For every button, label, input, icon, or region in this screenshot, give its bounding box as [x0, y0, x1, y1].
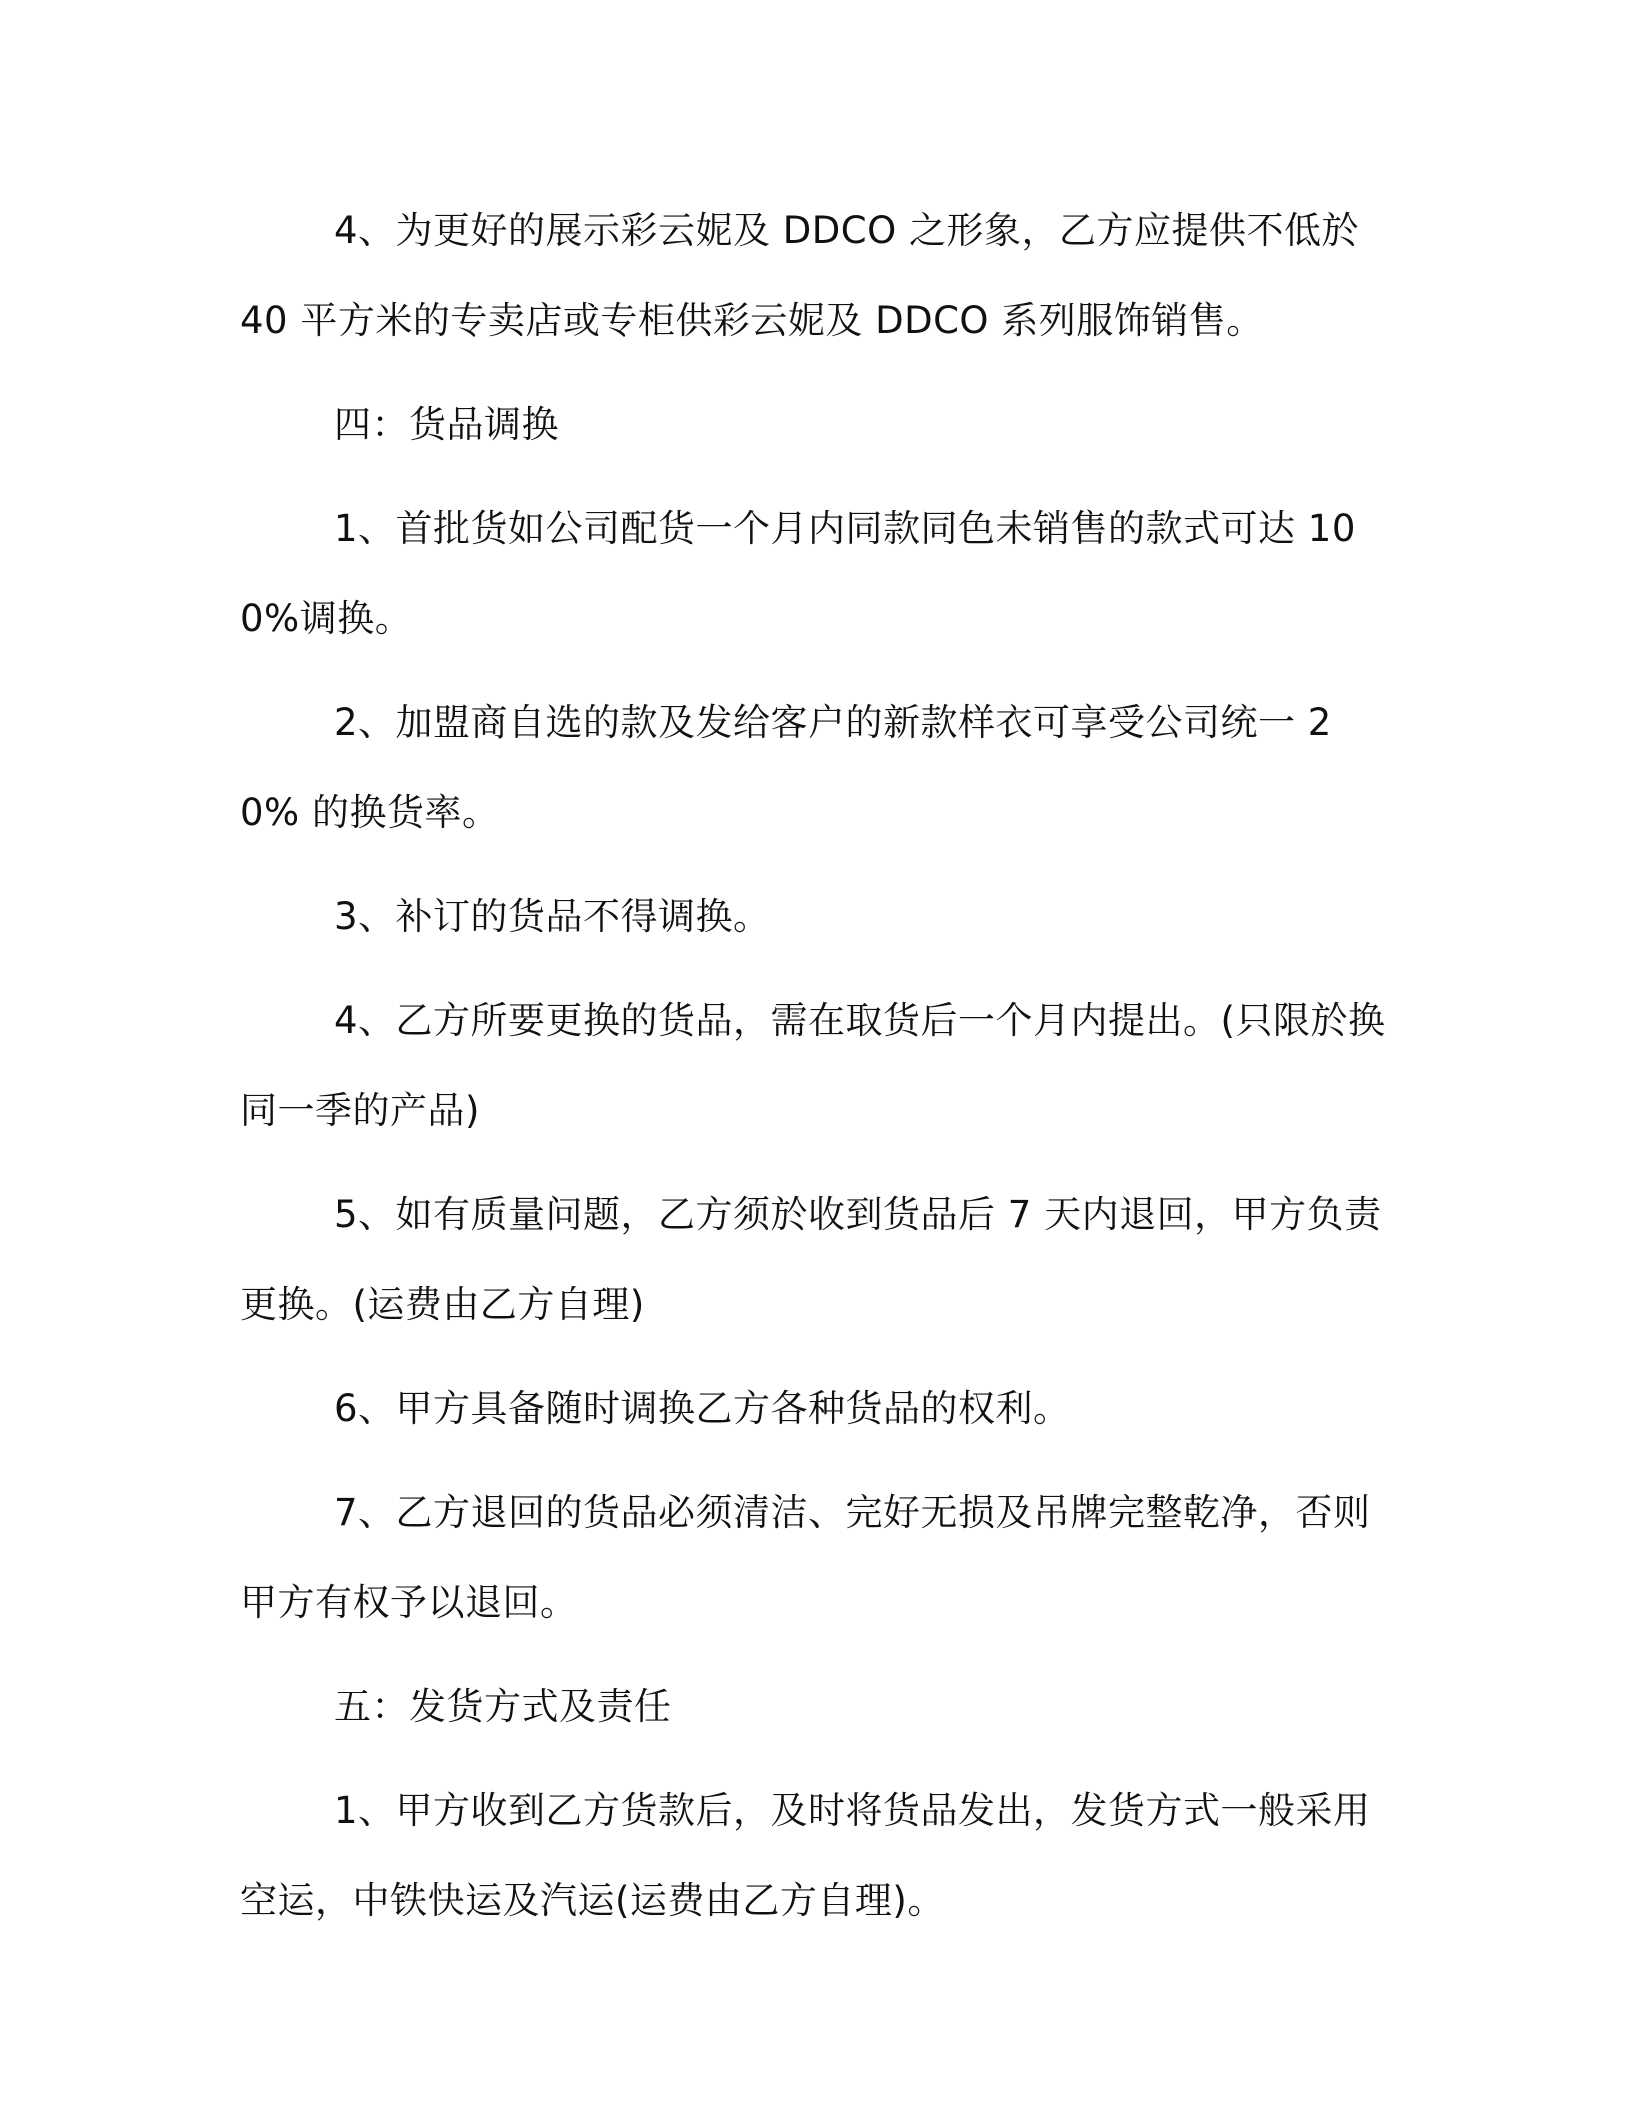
paragraph-shipping-method: 1、甲方收到乙方货款后，及时将货品发出，发货方式一般采用空运，中铁快运及汽运(运费由乙方自理)。	[240, 1789, 1371, 1922]
paragraph-quality-issue: 5、如有质量问题，乙方须於收到货品后 7 天内退回，甲方负责更换。(运费由乙方自理)	[240, 1193, 1382, 1326]
paragraph-exchange-rate: 2、加盟商自选的款及发给客户的新款样衣可享受公司统一 20% 的换货率。	[240, 701, 1332, 834]
document-body	[240, 186, 1390, 1946]
section-heading-goods-exchange: 四：货品调换	[334, 403, 559, 446]
section-heading-shipping: 五：发货方式及责任	[334, 1685, 672, 1728]
paragraph-first-batch-exchange: 1、首批货如公司配货一个月内同款同色未销售的款式可达 100%调换。	[240, 507, 1356, 640]
paragraph-exchange-right: 6、甲方具备随时调换乙方各种货品的权利。	[334, 1387, 1071, 1430]
paragraph-display-area: 4、为更好的展示彩云妮及 DDCO 之形象，乙方应提供不低於 40 平方米的专卖店或专柜供彩云妮及 DDCO 系列服饰销售。	[240, 209, 1360, 342]
paragraph-return-condition: 7、乙方退回的货品必须清洁、完好无损及吊牌完整乾净，否则甲方有权予以退回。	[240, 1491, 1371, 1624]
paragraph-exchange-deadline: 4、乙方所要更换的货品，需在取货后一个月内提出。(只限於换同一季的产品)	[240, 999, 1386, 1132]
paragraph-reorder-no-exchange: 3、补订的货品不得调换。	[334, 895, 771, 938]
